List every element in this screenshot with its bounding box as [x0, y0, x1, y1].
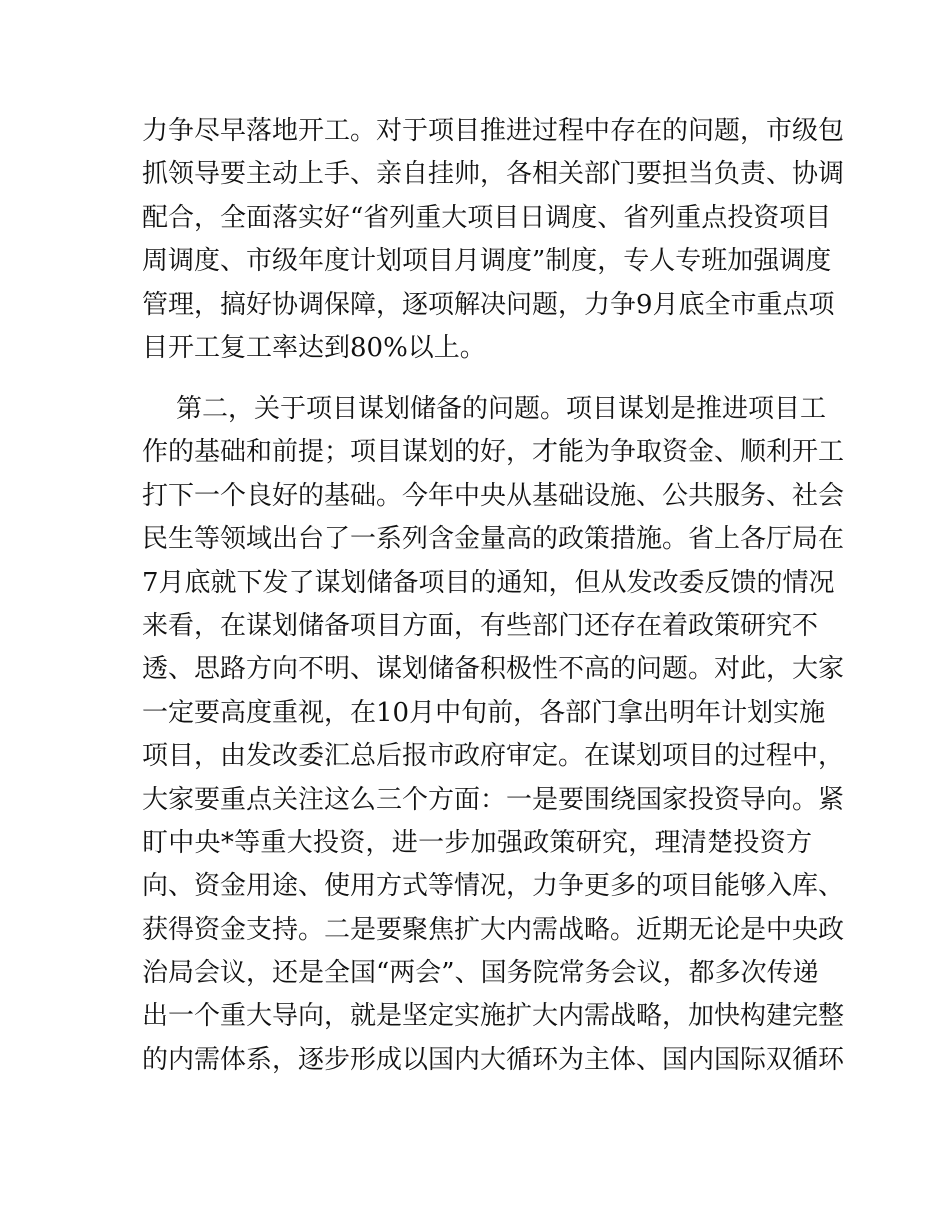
paragraph-1-line: 管理，搞好协调保障，逐项解决问题，力争9月底全市重点项: [142, 289, 835, 320]
paragraph-2-line: 获得资金支持。二是要聚焦扩大内需战略。近期无论是中央政: [142, 914, 845, 945]
paragraph-2: [142, 388, 845, 1082]
paragraph-1-line: 力争尽早落地开工。对于项目推进过程中存在的问题，市级包: [142, 116, 845, 146]
paragraph-2-line: 治局会议，还是全国“两会”、国务院常务会议，都多次传递: [142, 958, 819, 989]
paragraph-2-line: 盯中央*等重大投资，进一步加强政策研究，理清楚投资方: [142, 827, 812, 858]
paragraph-2-line: 出一个重大导向，就是坚定实施扩大内需战略，加快构建完整: [142, 1001, 845, 1032]
paragraph-2-line: 来看，在谋划储备项目方面，有些部门还存在着政策研究不: [142, 610, 819, 641]
paragraph-2-line: 项目，由发改委汇总后报市政府审定。在谋划项目的过程中，: [142, 741, 845, 772]
paragraph-2-line: 向、资金用途、使用方式等情况，力争更多的项目能够入库、: [142, 871, 845, 902]
paragraph-1-line: 配合，全面落实好“省列重大项目日调度、省列重点投资项目: [142, 202, 832, 233]
paragraph-1-line: 抓领导要主动上手、亲自挂帅，各相关部门要担当负责、协调: [142, 159, 845, 190]
paragraph-2-line: 第二，关于项目谋划储备的问题。项目谋划是推进项目工: [176, 394, 827, 424]
paragraph-2-line: 透、思路方向不明、谋划储备积极性不高的问题。对此，大家: [142, 654, 845, 685]
paragraph-2-line: 大家要重点关注这么三个方面：一是要围绕国家投资导向。紧: [142, 784, 845, 815]
paragraph-2-line: 打下一个良好的基础。今年中央从基础设施、公共服务、社会: [142, 480, 845, 511]
paragraph-2-line: 7月底就下发了谋划储备项目的通知，但从发改委反馈的情况: [142, 567, 835, 598]
paragraph-2-line: 的内需体系，逐步形成以国内大循环为主体、国内国际双循环: [142, 1044, 845, 1075]
paragraph-1-line: 周调度、市级年度计划项目月调度”制度，专人专班加强调度: [142, 246, 832, 277]
paragraph-2-line: 一定要高度重视，在10月中旬前，各部门拿出明年计划实施: [142, 697, 826, 728]
paragraph-1: [142, 110, 845, 370]
paragraph-1-line: 目开工复工率达到80%以上。: [142, 332, 486, 363]
paragraph-2-line: 民生等领域出台了一系列含金量高的政策措施。省上各厅局在: [142, 524, 845, 555]
paragraph-2-line: 作的基础和前提；项目谋划的好，才能为争取资金、顺利开工: [142, 437, 845, 468]
